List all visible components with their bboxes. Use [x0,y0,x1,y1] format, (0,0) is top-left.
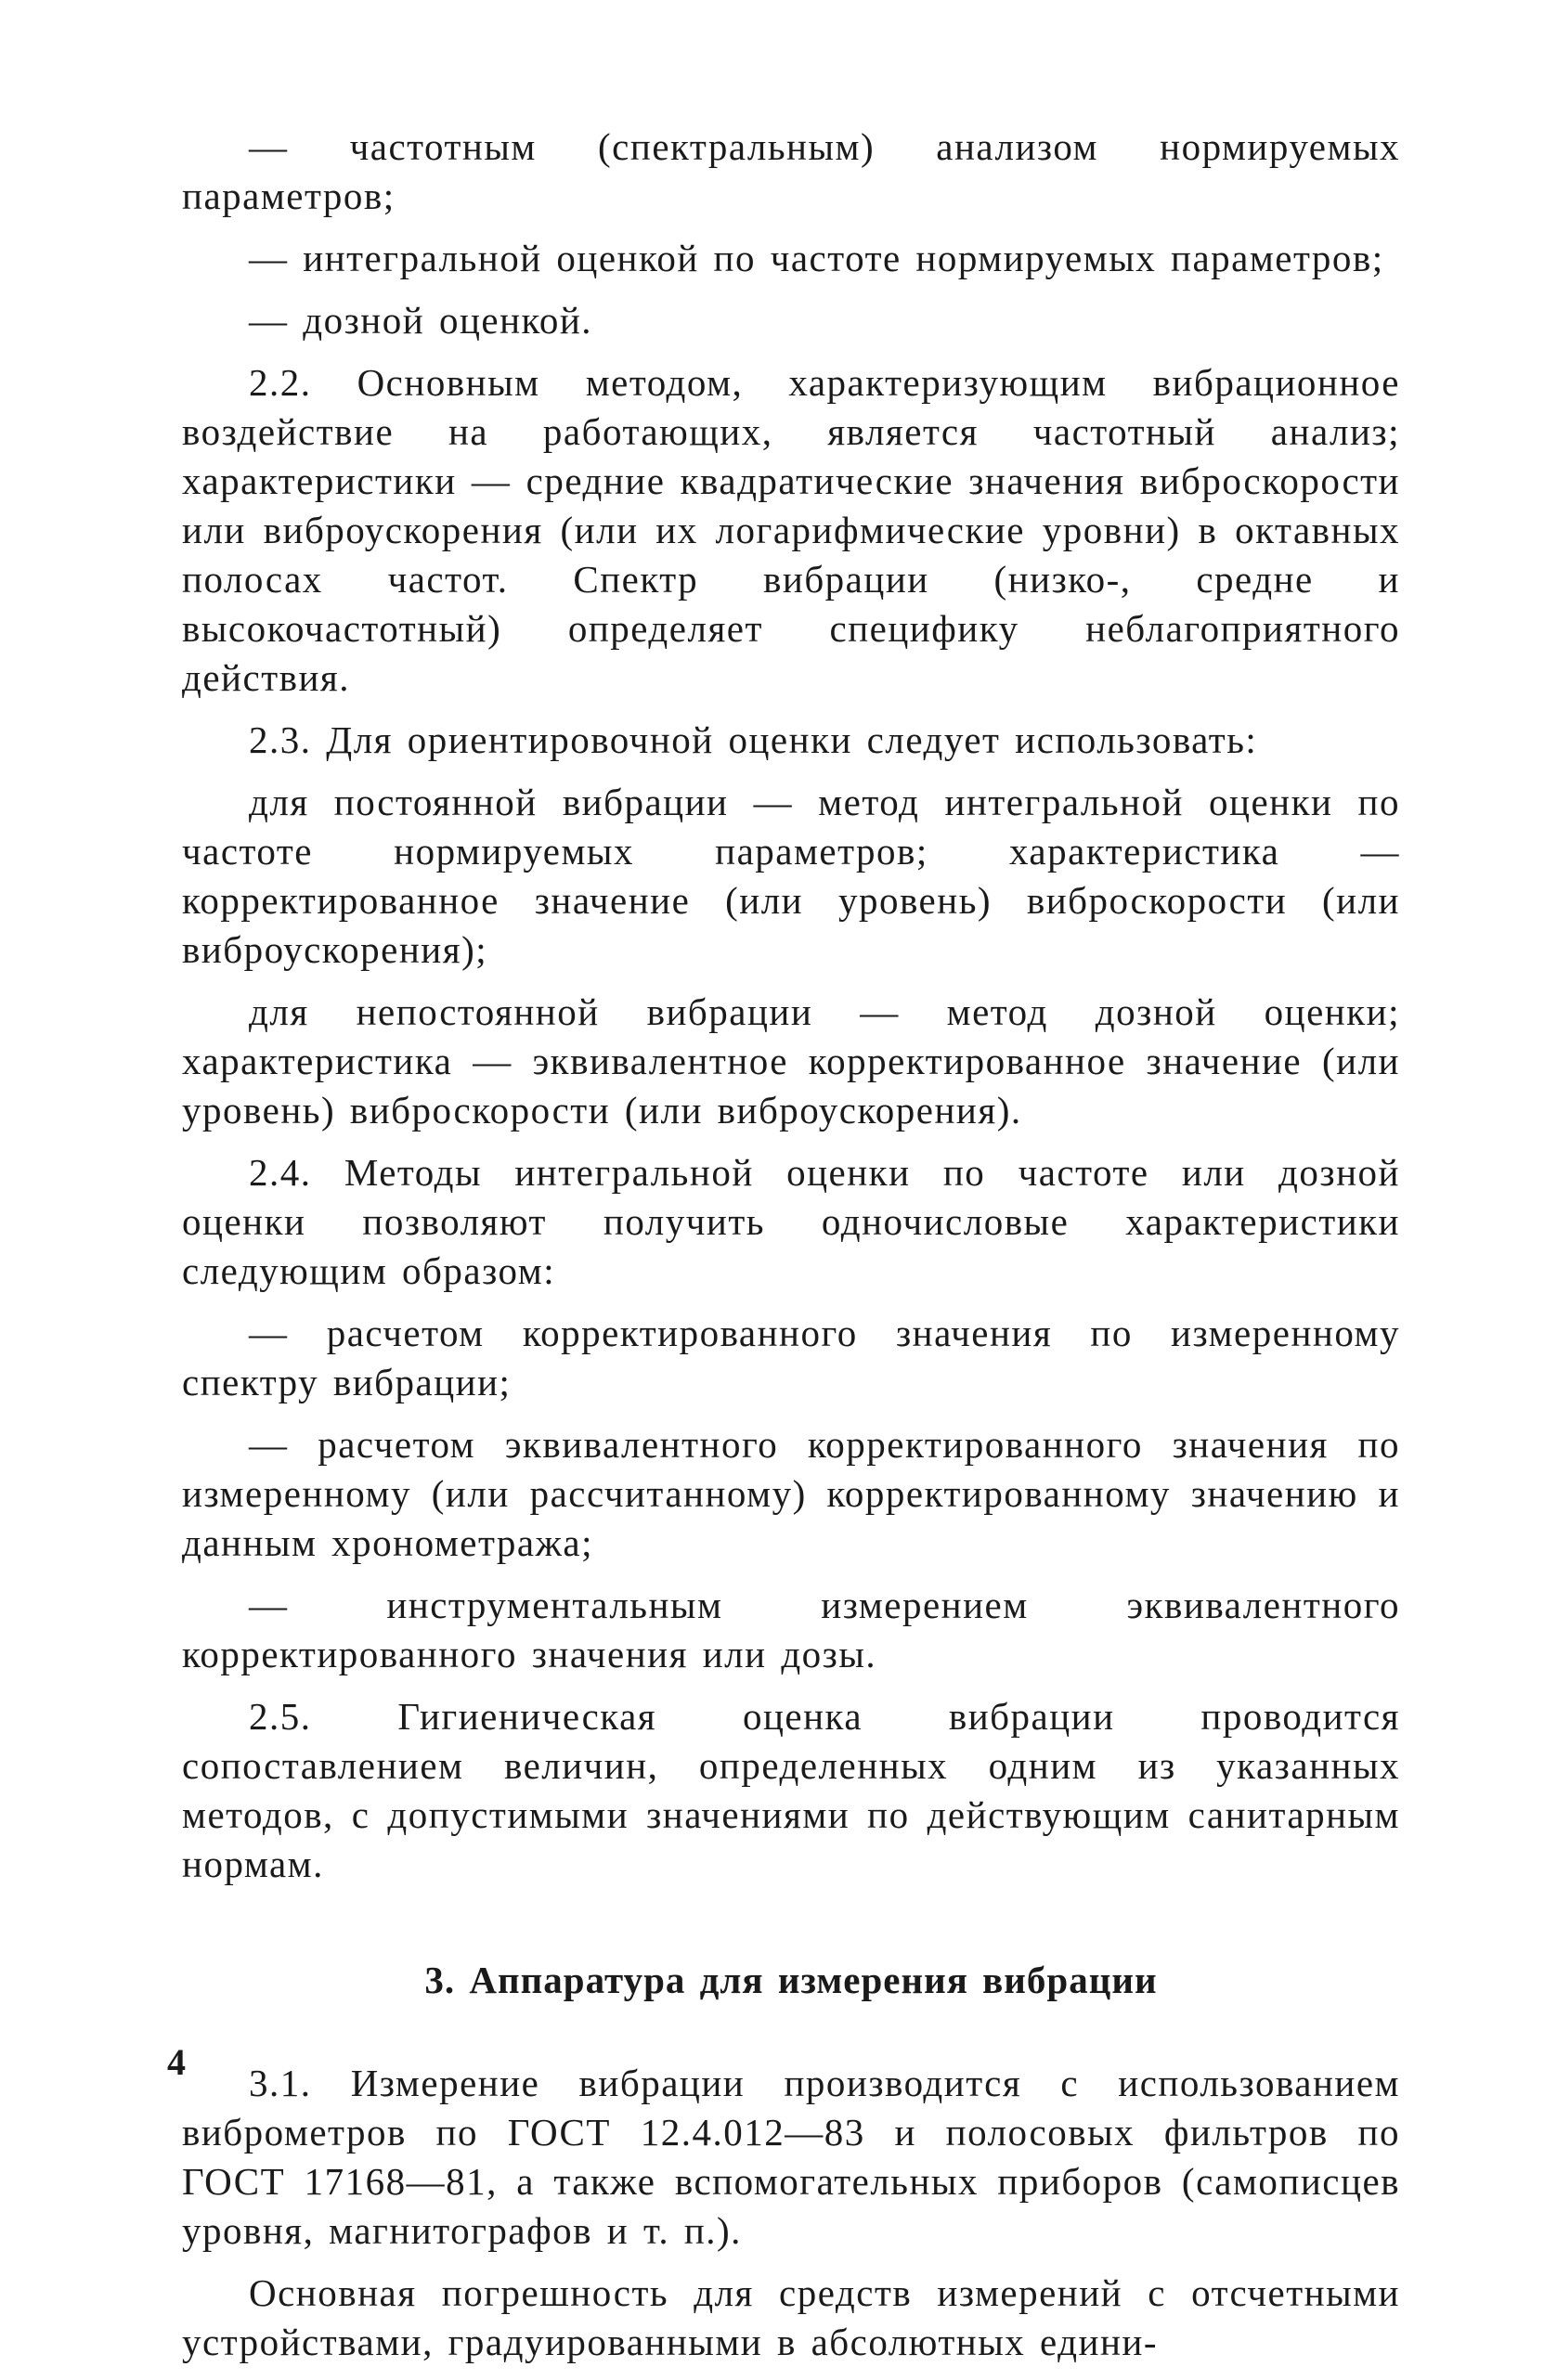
paragraph-2-2: 2.2. Основным методом, характеризующим вибрационное воздействие на работающих, является частотный анализ; характеристики — средние квадратические значения виброскорости или виброускорения (или их логарифмические уровни) в октавных полосах частот. Спектр вибрации (низко-, средне и высокочастотный) определяет специфику неблагоприятного действия. [182,361,1400,699]
document-page [182,123,1400,2380]
list-item-spectral-analysis: — частотным (спектральным) анализом нормируемых параметров; [182,125,1400,217]
list-item-dose-estimate: — дозной оценкой. [249,299,593,342]
list-item-integral-estimate: — интегральной оценкой по частоте нормируемых параметров; [249,237,1384,279]
paragraph-nonconstant-vibration: для непостоянной вибрации — метод дозной оценки; характеристика — эквивалентное корректированное значение (или уровень) виброскорости (или виброускорения). [182,990,1400,1132]
page-number: 4 [167,2041,186,2083]
paragraph-measurement-error: Основная погрешность для средств измерений с отсчетными устройствами, градуированными в абсолютных едини- [182,2271,1400,2363]
paragraph-2-4: 2.4. Методы интегральной оценки по частоте или дозной оценки позволяют получить одночисловые характеристики следующим образом: [182,1151,1400,1292]
list-item-corrected-value: — расчетом корректированного значения по измеренному спектру вибрации; [182,1312,1400,1403]
paragraph-constant-vibration: для постоянной вибрации — метод интегральной оценки по частоте нормируемых параметров; характеристика — корректированное значение (или уровень) виброскорости (или виброускорения); [182,781,1400,971]
list-item-instrumental-measurement: — инструментальным измерением эквивалентного корректированного значения или дозы. [182,1584,1400,1675]
paragraph-3-1: 3.1. Измерение вибрации производится с использованием виброметров по ГОСТ 12.4.012—83 и полосовых фильтров по ГОСТ 17168—81, а также вспомогательных приборов (самописцев уровня, магнитографов и т. п.). [182,2062,1400,2252]
paragraph-2-3: 2.3. Для ориентировочной оценки следует использовать: [249,718,1258,761]
paragraph-2-5: 2.5. Гигиеническая оценка вибрации проводится сопоставлением величин, определенных одним из указанных методов, с допустимыми значениями по действующим санитарным нормам. [182,1695,1400,1885]
section-heading: 3. Аппаратура для измерения вибрации [424,1959,1158,2001]
list-item-equivalent-value: — расчетом эквивалентного корректированного значения по измеренному (или рассчитанному) корректированному значению и данным хронометража; [182,1423,1400,1564]
